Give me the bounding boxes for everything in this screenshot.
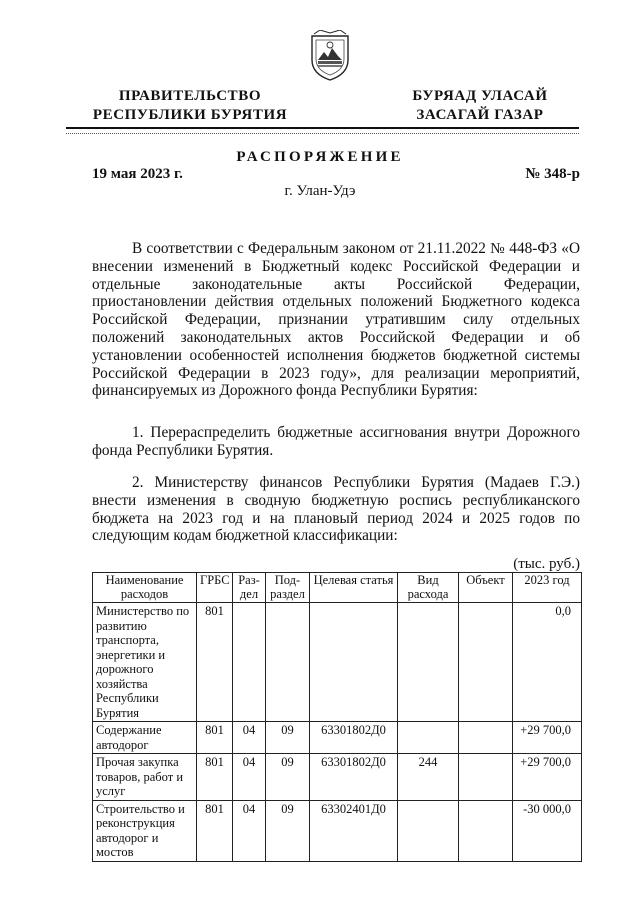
cell-target: 63301802Д0 — [310, 722, 398, 754]
cell-vid — [398, 722, 459, 754]
col-header-target: Целевая статья — [310, 573, 398, 603]
cell-year: -30 000,0 — [513, 800, 582, 861]
col-header-vid: Вид расхода — [398, 573, 459, 603]
col-header-grbs: ГРБС — [197, 573, 233, 603]
col-header-year: 2023 год — [513, 573, 582, 603]
cell-year: 0,0 — [513, 603, 582, 722]
cell-object — [459, 800, 513, 861]
document-number: № 348-р — [525, 166, 580, 182]
table-unit-label: (тыс. руб.) — [513, 556, 580, 572]
cell-grbs: 801 — [197, 800, 233, 861]
cell-name: Содержание автодорог — [93, 722, 197, 754]
cell-razdel: 04 — [233, 800, 266, 861]
government-name-russian — [90, 87, 290, 125]
clause-1-paragraph: 1. Перераспределить бюджетные ассигнования внутри Дорожного фонда Республики Бурятия. — [92, 424, 580, 459]
government-name-buryat-line2: ЗАСАГАЙ ГАЗАР — [416, 107, 544, 123]
cell-year: +29 700,0 — [513, 754, 582, 801]
cell-name: Министерство по развитию транспорта, энергетики и дорожного хозяйства Республики Бурятия — [93, 603, 197, 722]
government-name-buryat-line1: БУРЯАД УЛАСАЙ — [412, 88, 548, 104]
cell-razdel — [233, 603, 266, 722]
cell-vid: 244 — [398, 754, 459, 801]
cell-vid — [398, 603, 459, 722]
document-date: 19 мая 2023 г. — [92, 166, 183, 182]
cell-podrazdel — [266, 603, 310, 722]
cell-name: Прочая закупка товаров, работ и услуг — [93, 754, 197, 801]
col-header-object: Объект — [459, 573, 513, 603]
cell-target: 63301802Д0 — [310, 754, 398, 801]
cell-object — [459, 754, 513, 801]
budget-table — [92, 572, 582, 862]
document-city: г. Улан-Удэ — [284, 183, 356, 199]
col-header-podrazdel: Под-раздел — [266, 573, 310, 603]
table-row — [93, 722, 582, 754]
cell-grbs: 801 — [197, 754, 233, 801]
cell-object — [459, 722, 513, 754]
cell-vid — [398, 800, 459, 861]
cell-podrazdel: 09 — [266, 754, 310, 801]
cell-podrazdel: 09 — [266, 722, 310, 754]
cell-grbs: 801 — [197, 722, 233, 754]
col-header-name: Наименование расходов — [93, 573, 197, 603]
cell-target — [310, 603, 398, 722]
coat-of-arms-icon — [308, 30, 352, 82]
government-name-buryat — [400, 87, 560, 125]
header-divider-dotted — [66, 133, 579, 134]
preamble-paragraph: В соответствии с Федеральным законом от 21.11.2022 № 448-ФЗ «О внесении изменений в Бюджетный кодекс Российской Федерации и отдельные законодательные акты Российской Федерации, приостановлении действия отдельных положений Бюджетного кодекса Российской Федерации, признании утратившим силу отдельных положений законодательных актов Российской Федерации и об установлении особенностей исполнения бюджетов бюджетной системы Российской Федерации в 2023 году», для реализации мероприятий, финансируемых из Дорожного фонда Республики Бурятия: — [92, 240, 580, 400]
header-divider-solid — [66, 127, 579, 129]
cell-object — [459, 603, 513, 722]
cell-razdel: 04 — [233, 722, 266, 754]
cell-year: +29 700,0 — [513, 722, 582, 754]
cell-podrazdel: 09 — [266, 800, 310, 861]
government-name-line2: РЕСПУБЛИКИ БУРЯТИЯ — [92, 107, 288, 123]
table-header-row — [93, 573, 582, 603]
cell-name: Строительство и реконструкция автодорог и мостов — [93, 800, 197, 861]
table-row — [93, 800, 582, 861]
document-title: РАСПОРЯЖЕНИЕ — [236, 149, 404, 165]
table-row — [93, 603, 582, 722]
table-row — [93, 754, 582, 801]
cell-target: 63302401Д0 — [310, 800, 398, 861]
cell-grbs: 801 — [197, 603, 233, 722]
clause-2-paragraph: 2. Министерству финансов Республики Бурятия (Мадаев Г.Э.) внести изменения в сводную бюджетную роспись республиканского бюджета на 2023 год и на плановый период 2024 и 2025 годов по следующим кодам бюджетной классификации: — [92, 474, 580, 545]
cell-razdel: 04 — [233, 754, 266, 801]
col-header-razdel: Раз-дел — [233, 573, 266, 603]
government-name-line1: ПРАВИТЕЛЬСТВО — [118, 88, 262, 104]
